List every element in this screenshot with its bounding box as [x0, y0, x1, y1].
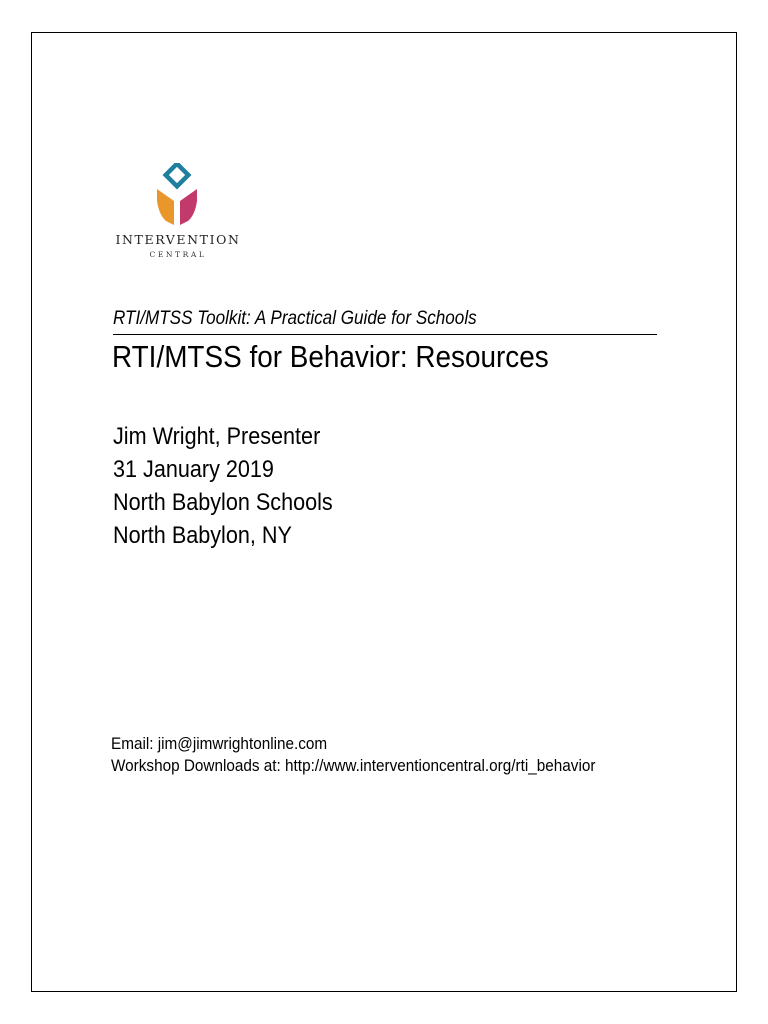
- logo-wordmark: INTERVENTION: [115, 232, 241, 247]
- intervention-central-logo: [108, 160, 248, 270]
- presenter-name: Jim Wright, Presenter: [113, 423, 321, 450]
- presenter-organization: North Babylon Schools: [113, 489, 333, 516]
- contact-info: [111, 733, 595, 777]
- logo-diamond: [166, 164, 189, 187]
- presenter-location: North Babylon, NY: [113, 522, 292, 549]
- presentation-date: 31 January 2019: [113, 456, 274, 483]
- logo-figure-icon: [155, 163, 201, 229]
- email-line: Email: jim@jimwrightonline.com: [111, 734, 328, 753]
- presenter-info: [113, 420, 333, 552]
- logo-subtitle: CENTRAL: [149, 250, 207, 259]
- title-divider: [113, 334, 657, 335]
- logo-right-leaf: [180, 189, 197, 225]
- downloads-line: Workshop Downloads at: http://www.interventioncentral.org/rti_behavior: [111, 756, 596, 775]
- logo-left-leaf: [157, 189, 174, 225]
- page-title: RTI/MTSS for Behavior: Resources: [112, 339, 549, 374]
- toolkit-title: RTI/MTSS Toolkit: A Practical Guide for Schools: [113, 308, 477, 329]
